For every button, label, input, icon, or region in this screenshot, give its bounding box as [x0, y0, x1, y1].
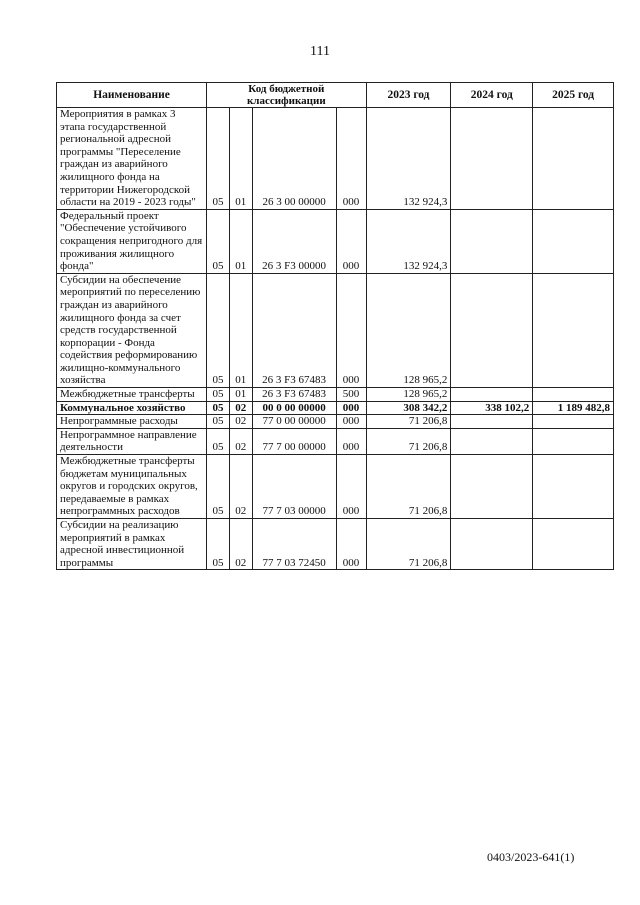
cell-2024	[451, 209, 533, 273]
table-row	[57, 401, 614, 415]
cell-2025	[533, 388, 614, 402]
table-row	[57, 273, 614, 387]
cell-2023: 71 206,8	[366, 519, 451, 570]
cell-name: Непрограммное направление деятельности	[57, 428, 207, 454]
cell-2024	[451, 519, 533, 570]
cell-2025	[533, 519, 614, 570]
header-2025: 2025 год	[533, 83, 614, 108]
cell-2023: 308 342,2	[366, 401, 451, 415]
table-row	[57, 428, 614, 454]
cell-2023: 128 965,2	[366, 388, 451, 402]
cell-2024	[451, 415, 533, 429]
document-code: 0403/2023-641(1)	[487, 850, 575, 864]
cell-name: Непрограммные расходы	[57, 415, 207, 429]
cell-expense-type: 500	[336, 388, 366, 402]
cell-subsection: 01	[229, 388, 252, 402]
header-2024: 2024 год	[451, 83, 533, 108]
cell-target-article: 77 7 03 72450	[252, 519, 336, 570]
cell-section: 05	[207, 415, 230, 429]
cell-2023: 132 924,3	[366, 108, 451, 210]
table-row	[57, 519, 614, 570]
cell-2023: 71 206,8	[366, 455, 451, 519]
cell-2023: 71 206,8	[366, 428, 451, 454]
cell-2023: 71 206,8	[366, 415, 451, 429]
cell-target-article: 77 7 00 00000	[252, 428, 336, 454]
cell-2023: 132 924,3	[366, 209, 451, 273]
table-row	[57, 388, 614, 402]
cell-target-article: 77 7 03 00000	[252, 455, 336, 519]
table-row	[57, 415, 614, 429]
cell-subsection: 02	[229, 415, 252, 429]
cell-target-article: 26 3 F3 00000	[252, 209, 336, 273]
cell-2025: 1 189 482,8	[533, 401, 614, 415]
cell-name: Субсидии на реализацию мероприятий в рамках адресной инвестиционной программы	[57, 519, 207, 570]
cell-section: 05	[207, 108, 230, 210]
cell-target-article: 77 0 00 00000	[252, 415, 336, 429]
cell-section: 05	[207, 428, 230, 454]
cell-section: 05	[207, 209, 230, 273]
cell-expense-type: 000	[336, 519, 366, 570]
cell-section: 05	[207, 519, 230, 570]
cell-2023: 128 965,2	[366, 273, 451, 387]
cell-subsection: 01	[229, 273, 252, 387]
cell-subsection: 02	[229, 519, 252, 570]
cell-expense-type: 000	[336, 273, 366, 387]
table-row	[57, 108, 614, 210]
cell-target-article: 26 3 00 00000	[252, 108, 336, 210]
table-header-row	[57, 83, 614, 108]
cell-section: 05	[207, 388, 230, 402]
budget-table	[56, 82, 614, 570]
cell-2024	[451, 388, 533, 402]
table-row	[57, 209, 614, 273]
cell-section: 05	[207, 455, 230, 519]
cell-subsection: 02	[229, 455, 252, 519]
cell-expense-type: 000	[336, 401, 366, 415]
cell-name: Мероприятия в рамках 3 этапа государственной региональной адресной программы "Переселение граждан из аварийного жилищного фонда на территории Нижегородской области на 2019 - 2023 годы"	[57, 108, 207, 210]
cell-2025	[533, 209, 614, 273]
cell-name: Межбюджетные трансферты бюджетам муниципальных округов и городских округов, передаваемые в рамках непрограммных расходов	[57, 455, 207, 519]
cell-section: 05	[207, 401, 230, 415]
cell-2025	[533, 273, 614, 387]
page-number: 111	[310, 44, 330, 59]
header-budget-code: Код бюджетной классификации	[207, 83, 366, 108]
header-2023: 2023 год	[366, 83, 451, 108]
table-row	[57, 455, 614, 519]
cell-expense-type: 000	[336, 455, 366, 519]
cell-expense-type: 000	[336, 428, 366, 454]
cell-2025	[533, 455, 614, 519]
cell-subsection: 02	[229, 401, 252, 415]
cell-expense-type: 000	[336, 415, 366, 429]
cell-2024	[451, 108, 533, 210]
cell-target-article: 00 0 00 00000	[252, 401, 336, 415]
cell-2025	[533, 428, 614, 454]
cell-name: Субсидии на обеспечение мероприятий по переселению граждан из аварийного жилищного фонда за счет средств государственной корпорации - Фонда содействия реформированию жилищно-коммунального хозяйства	[57, 273, 207, 387]
cell-expense-type: 000	[336, 209, 366, 273]
cell-2025	[533, 108, 614, 210]
header-name: Наименование	[57, 83, 207, 108]
cell-section: 05	[207, 273, 230, 387]
cell-subsection: 02	[229, 428, 252, 454]
cell-2025	[533, 415, 614, 429]
cell-subsection: 01	[229, 108, 252, 210]
cell-2024	[451, 273, 533, 387]
cell-2024: 338 102,2	[451, 401, 533, 415]
cell-expense-type: 000	[336, 108, 366, 210]
cell-name: Федеральный проект "Обеспечение устойчивого сокращения непригодного для проживания жилищного фонда"	[57, 209, 207, 273]
cell-target-article: 26 3 F3 67483	[252, 273, 336, 387]
cell-2024	[451, 455, 533, 519]
cell-target-article: 26 3 F3 67483	[252, 388, 336, 402]
cell-name: Коммунальное хозяйство	[57, 401, 207, 415]
cell-2024	[451, 428, 533, 454]
cell-subsection: 01	[229, 209, 252, 273]
table-body	[57, 108, 614, 570]
cell-name: Межбюджетные трансферты	[57, 388, 207, 402]
